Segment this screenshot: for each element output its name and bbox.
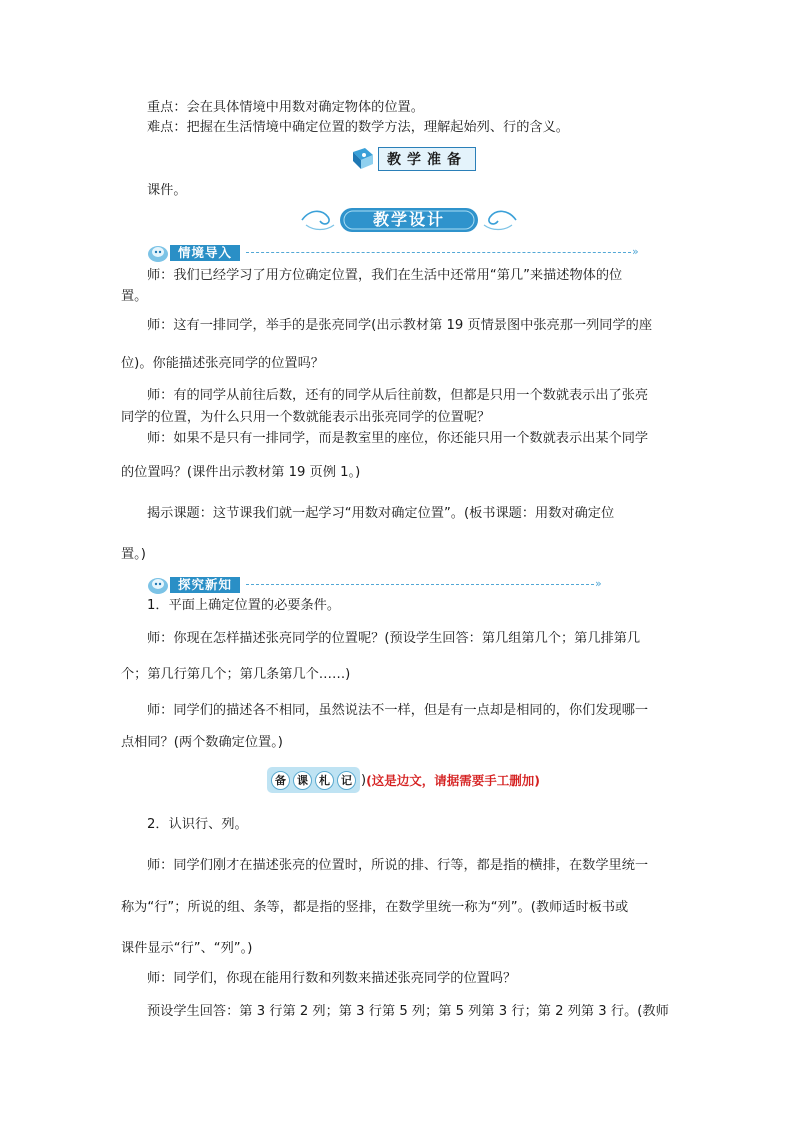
intro-para2-line2: 位)。你能描述张亮同学的位置吗？: [121, 356, 324, 371]
intro-para3-line2: 同学的位置，为什么只用一个数就能表示出张亮同学的位置呢？: [121, 410, 491, 425]
notes-paren: ): [361, 772, 367, 788]
explore-para2-line1: 师：同学们的描述各不相同，虽然说法不一样，但是有一点却是相同的，你们发现哪一: [147, 703, 649, 718]
notes-char: 记: [337, 771, 356, 790]
notes-char: 札: [315, 771, 334, 790]
lesson-notes-badge: [267, 767, 360, 793]
section-tag-explore: [146, 575, 646, 595]
intro-para4-line1: 师：如果不是只有一排同学，而是教室里的座位，你还能只用一个数就表示出某个同学: [147, 431, 649, 446]
notes-char: 备: [271, 771, 290, 790]
focus-line: 重点：会在具体情境中用数对确定物体的位置。: [147, 100, 424, 115]
mascot-icon: [146, 575, 170, 595]
rowcol-para1-line1: 师：同学们刚才在描述张亮的位置时，所说的排、行等，都是指的横排，在数学里统一: [147, 858, 649, 873]
explore-item1: 1．平面上确定位置的必要条件。: [147, 598, 341, 613]
teaching-prep-title: 教学准备: [378, 147, 476, 171]
explore-para1-line1: 师：你现在怎样描述张亮同学的位置呢？(预设学生回答：第几组第几个；第几排第几: [147, 631, 641, 646]
teaching-prep-header: [350, 146, 476, 172]
teaching-design-banner: [300, 205, 518, 235]
difficulty-line: 难点：把握在生活情境中确定位置的数学方法，理解起始列、行的含义。: [147, 120, 569, 135]
section-label-explore: 探究新知: [170, 577, 240, 593]
explore-para2-line2: 点相同？(两个数确定位置。): [121, 735, 283, 750]
intro-para2-line1: 师：这有一排同学，举手的是张亮同学(出示教材第 19 页情景图中张亮那一列同学的座: [147, 318, 653, 333]
teaching-design-title: 教学设计: [372, 210, 445, 229]
dashed-rule: [246, 252, 631, 253]
intro-para1-line1: 师：我们已经学习了用方位确定位置，我们在生活中还常用“第几”来描述物体的位: [147, 268, 623, 283]
book-icon: [350, 147, 376, 171]
mascot-icon: [146, 243, 170, 263]
section-label-intro: 情境导入: [170, 245, 240, 261]
prep-content: 课件。: [147, 183, 187, 198]
rowcol-para3: 预设学生回答：第 3 行第 2 列；第 3 行第 5 列；第 5 列第 3 行；第 2 列第 3 行。(教师: [147, 1004, 669, 1019]
intro-para3-line1: 师：有的同学从前往后数，还有的同学从后往前数，但都是只用一个数就表示出了张亮: [147, 388, 649, 403]
intro-para4-line2: 的位置吗？(课件出示教材第 19 页例 1。): [121, 465, 361, 480]
explore-para1-line2: 个；第几行第几个；第几条第几个……): [121, 667, 351, 682]
margin-note: (这是边文，请据需要手工删加): [366, 773, 541, 788]
lesson-notes-row: [267, 766, 540, 794]
explore-item2: 2．认识行、列。: [147, 817, 248, 832]
double-chevron-icon: »: [595, 577, 602, 590]
rowcol-para1-line2: 称为“行”；所说的组、条等，都是指的竖排，在数学里统一称为“列”。(教师适时板书或: [121, 900, 629, 915]
intro-para1-line2: 置。: [121, 289, 148, 304]
intro-para5-line1: 揭示课题：这节课我们就一起学习“用数对确定位置”。(板书课题：用数对确定位: [147, 506, 615, 521]
dashed-rule: [246, 584, 594, 585]
rowcol-para2: 师：同学们，你现在能用行数和列数来描述张亮同学的位置吗？: [147, 971, 517, 986]
section-tag-intro: [146, 243, 646, 263]
double-chevron-icon: »: [632, 245, 639, 258]
rowcol-para1-line3: 课件显示“行”、“列”。): [121, 941, 253, 956]
notes-char: 课: [293, 771, 312, 790]
intro-para5-line2: 置。): [121, 547, 146, 562]
